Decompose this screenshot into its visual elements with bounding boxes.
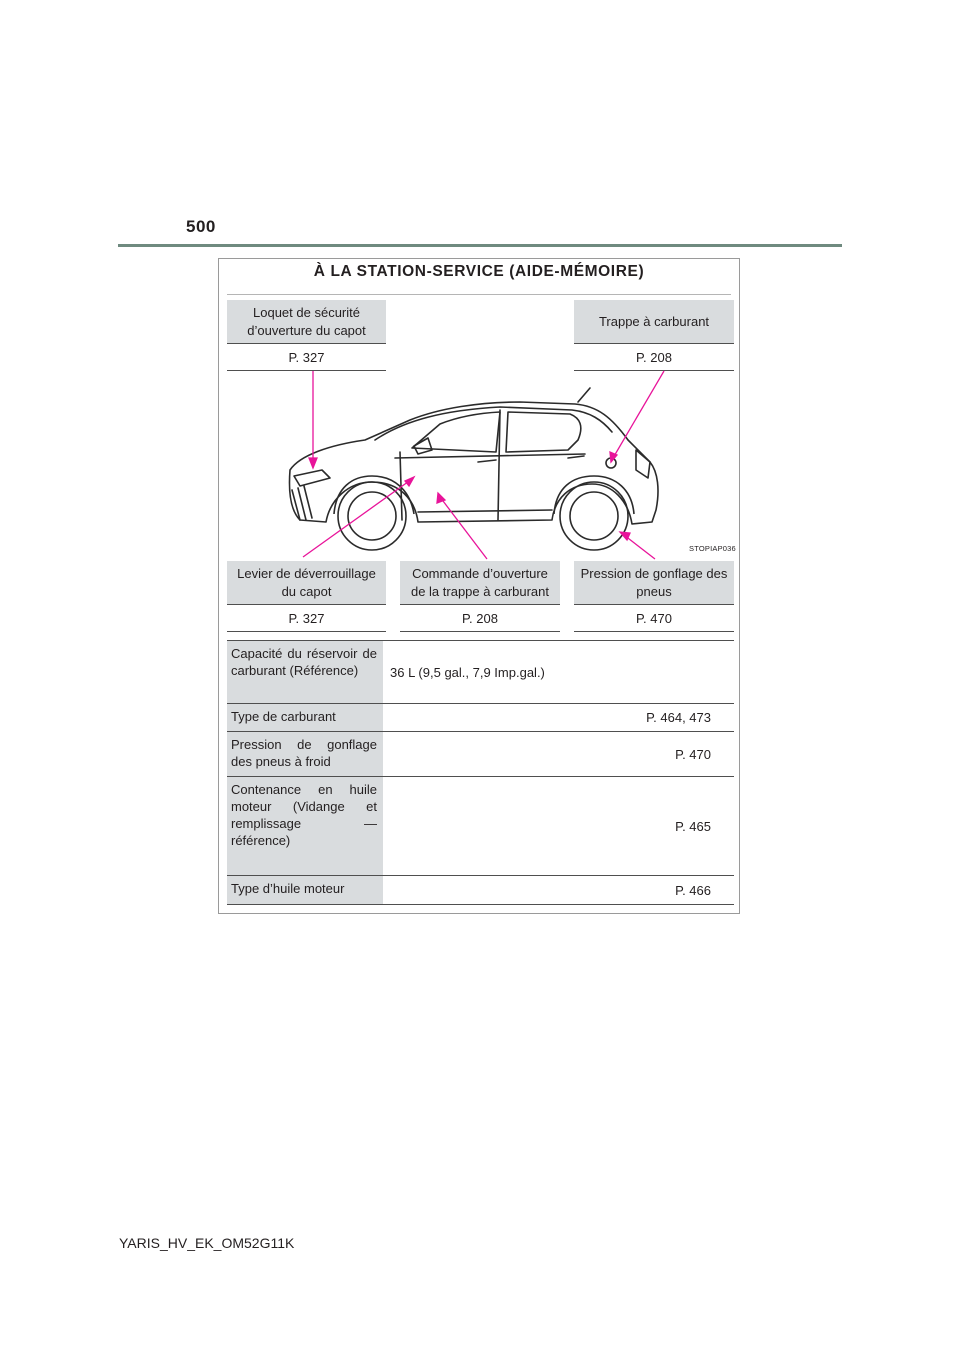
callout-label: Pression de gonflage des pneus xyxy=(580,565,728,599)
spec-label: Type de carburant xyxy=(227,704,384,731)
spec-row-fuel-capacity xyxy=(227,641,734,704)
spec-row-cold-tire-pressure xyxy=(227,732,734,777)
spec-row-oil-capacity xyxy=(227,777,734,876)
callout-label: Levier de déverrouillage du capot xyxy=(237,565,376,599)
door-belt-line xyxy=(395,454,585,458)
spec-value[interactable]: P. 466 xyxy=(675,882,711,898)
spec-label: Pression de gonflage des pneus à froid xyxy=(227,732,384,776)
car-body-outline xyxy=(289,402,658,524)
page-reference[interactable]: P. 208 xyxy=(462,611,498,626)
spec-row-fuel-type xyxy=(227,704,734,732)
headlight xyxy=(294,470,330,486)
figure-code: STOPIAP036 xyxy=(689,544,736,553)
page-reference[interactable]: P. 327 xyxy=(288,350,325,365)
front-door-handle xyxy=(478,460,496,462)
spec-row-oil-type xyxy=(227,876,734,905)
callout-fuel-door-opener xyxy=(400,561,560,605)
arrow-hood-safety-catch xyxy=(309,458,317,468)
rear-door-window xyxy=(506,412,581,452)
arrow-hood-release-lever xyxy=(405,477,414,486)
spec-value[interactable]: P. 470 xyxy=(675,746,711,762)
callout-tire-pressure-ref[interactable] xyxy=(574,605,734,632)
spec-table xyxy=(227,640,734,905)
spec-value[interactable]: P. 465 xyxy=(675,818,711,834)
callout-label: Trappe à carburant xyxy=(598,313,710,329)
callout-hood-release-lever xyxy=(227,561,386,605)
rear-wheel-rim xyxy=(570,492,618,540)
spec-value[interactable]: P. 464, 473 xyxy=(646,710,711,725)
spec-label: Type d’huile moteur xyxy=(227,876,384,904)
callout-fuel-door-opener-ref[interactable] xyxy=(400,605,560,632)
rocker-panel xyxy=(418,510,552,512)
front-grille xyxy=(292,486,312,520)
page-reference[interactable]: P. 327 xyxy=(288,611,325,626)
rear-door-handle xyxy=(568,456,584,458)
document-footer: YARIS_HV_EK_OM52G11K xyxy=(119,1235,295,1251)
spec-value: 36 L (9,5 gal., 7,9 Imp.gal.) xyxy=(390,664,545,680)
callout-tire-pressure xyxy=(574,561,734,605)
panel-title: À LA STATION-SERVICE (AIDE-MÉMOIRE) xyxy=(313,263,645,280)
front-wheel-rim xyxy=(348,492,396,540)
page-number: 500 xyxy=(186,217,216,236)
antenna xyxy=(578,388,590,402)
page-reference[interactable]: P. 208 xyxy=(636,350,672,365)
spec-label: Contenance en huile moteur (Vidange et remplissage — référence) xyxy=(227,777,384,875)
spec-label: Capacité du réservoir de carburant (Référence) xyxy=(227,641,384,703)
side-mirror xyxy=(414,438,432,454)
leader-tire-pressure xyxy=(624,535,655,559)
callout-label: Loquet de sécurité d’ouverture du capot xyxy=(247,304,366,338)
callout-hood-release-lever-ref[interactable] xyxy=(227,605,386,632)
leader-fuel-door xyxy=(613,371,664,458)
page-reference[interactable]: P. 470 xyxy=(636,611,672,626)
leader-fuel-door-opener xyxy=(440,497,487,559)
callout-label: Commande d’ouverture de la trappe à carburant xyxy=(410,565,550,599)
